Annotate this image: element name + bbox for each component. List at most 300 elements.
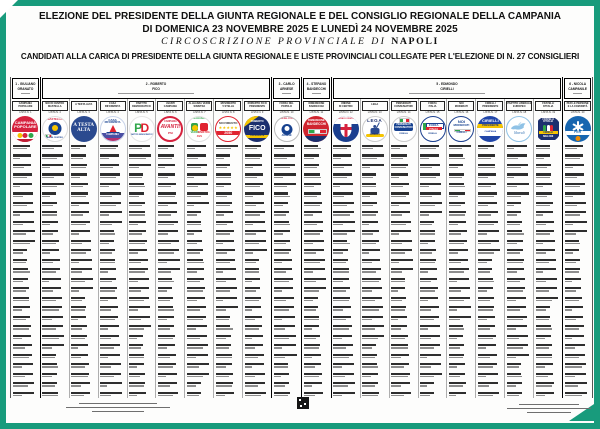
candidate-row xyxy=(187,249,212,253)
logo-text: ITALIA xyxy=(429,126,439,131)
candidate-name-text xyxy=(100,268,116,270)
candidate-name-text xyxy=(100,373,121,375)
candidate-detail-text xyxy=(333,281,342,282)
candidate-row xyxy=(420,240,445,244)
candidate-name-text xyxy=(507,344,528,346)
candidate-name-text xyxy=(216,354,232,356)
candidate-name-text xyxy=(507,316,527,318)
candidate-detail-text xyxy=(129,233,141,234)
candidate-row xyxy=(100,287,125,291)
candidate-detail-text xyxy=(449,224,458,225)
list-logo xyxy=(420,116,446,142)
candidate-name-text xyxy=(420,173,440,175)
candidate-detail-text xyxy=(13,214,20,215)
candidate-name-text xyxy=(71,278,93,280)
list-name-line: CAMPANIA xyxy=(18,101,33,105)
candidate-detail-text xyxy=(565,271,580,272)
candidate-row xyxy=(565,230,591,234)
candidate-row xyxy=(362,145,387,149)
candidate-detail-text xyxy=(13,319,26,320)
candidate-row xyxy=(507,278,532,282)
candidate-name-text xyxy=(274,154,295,156)
candidate-detail-text xyxy=(304,252,317,253)
candidate-row xyxy=(391,382,416,386)
candidate-row xyxy=(71,211,96,215)
candidate-detail-text xyxy=(391,196,406,197)
candidate-detail-text xyxy=(216,186,224,187)
candidate-name-text xyxy=(333,211,354,213)
candidate-name-text xyxy=(304,392,323,394)
candidate-name-text xyxy=(274,164,296,166)
candidate-name-text xyxy=(158,173,175,175)
candidate-name-text xyxy=(391,306,406,308)
candidate-row xyxy=(333,145,358,149)
candidate-row xyxy=(507,268,532,272)
candidate-name-text xyxy=(565,297,582,299)
candidate-row xyxy=(100,363,125,367)
candidate-name-text xyxy=(449,154,463,156)
candidate-name-text xyxy=(478,344,496,346)
candidate-name-text xyxy=(158,259,180,261)
tricolor-stripe xyxy=(308,129,328,134)
candidate-name-text xyxy=(158,202,177,204)
candidate-name-text xyxy=(13,221,35,223)
candidate-name-text xyxy=(42,145,62,147)
candidate-detail-text xyxy=(274,271,286,272)
candidate-name-text xyxy=(216,268,236,270)
candidate-row xyxy=(216,221,241,225)
candidate-detail-text xyxy=(274,319,282,320)
candidate-detail-text xyxy=(129,319,141,320)
candidate-name-text xyxy=(158,164,175,166)
candidate-row xyxy=(304,259,330,263)
candidate-detail-text xyxy=(216,205,230,206)
candidate-name-text xyxy=(565,259,580,261)
candidate-row xyxy=(216,240,241,244)
candidate-detail-text xyxy=(536,148,551,149)
candidate-detail-text xyxy=(71,395,84,396)
list-name-box xyxy=(215,101,241,111)
candidate-detail-text xyxy=(304,243,314,244)
candidate-row xyxy=(187,363,212,367)
candidate-detail-text xyxy=(274,328,286,329)
candidate-row xyxy=(71,297,96,301)
candidate-detail-text xyxy=(420,357,427,358)
candidate-detail-text xyxy=(478,158,491,159)
candidate-detail-text xyxy=(158,167,165,168)
candidate-detail-text xyxy=(304,262,320,263)
candidate-row xyxy=(216,230,241,234)
candidate-detail-text xyxy=(158,186,171,187)
candidate-detail-text xyxy=(274,309,289,310)
candidate-row xyxy=(71,183,96,187)
candidate-detail-text xyxy=(362,395,378,396)
candidate-row xyxy=(565,145,591,149)
candidate-detail-text xyxy=(42,376,51,377)
candidate-name-text xyxy=(274,259,292,261)
candidate-name-text xyxy=(333,325,351,327)
candidate-row xyxy=(187,240,212,244)
candidate-detail-text xyxy=(71,357,81,358)
candidate-row xyxy=(536,382,561,386)
candidate-name-text xyxy=(158,154,174,156)
candidate-name-text xyxy=(333,202,354,204)
candidate-name-text xyxy=(478,306,494,308)
candidate-detail-text xyxy=(536,290,549,291)
candidate-row xyxy=(507,259,532,263)
candidate-name-text xyxy=(333,240,347,242)
candidate-name-text xyxy=(333,373,354,375)
list-number-label: LISTA N. 16 xyxy=(454,111,469,114)
candidate-name-text xyxy=(158,211,177,213)
candidate-row xyxy=(304,249,330,253)
candidate-row xyxy=(362,211,387,215)
candidate-name-text xyxy=(333,145,351,147)
candidate-name-text xyxy=(391,240,411,242)
candidate-detail-text xyxy=(333,376,345,377)
candidate-row xyxy=(391,259,416,263)
candidate-detail-text xyxy=(362,281,379,282)
list-number-label: LISTA N. 13 xyxy=(367,111,382,114)
candidate-detail-text xyxy=(333,319,345,320)
candidate-name-text xyxy=(565,316,583,318)
candidate-detail-text xyxy=(536,252,546,253)
candidate-row xyxy=(565,154,591,158)
list-logo xyxy=(100,116,126,142)
logo-text: MASTELLA xyxy=(47,117,63,122)
candidate-name-text xyxy=(478,373,498,375)
candidate-row xyxy=(187,221,212,225)
candidate-name-text xyxy=(129,164,151,166)
candidate-name-text xyxy=(71,382,89,384)
candidate-name-text xyxy=(536,354,552,356)
candidate-detail-text xyxy=(13,376,26,377)
candidate-name-text xyxy=(391,183,408,185)
candidate-detail-text xyxy=(565,224,573,225)
candidate-row xyxy=(507,363,532,367)
candidate-row xyxy=(129,268,154,272)
candidate-detail-text xyxy=(565,281,573,282)
candidate-detail-text xyxy=(245,366,252,367)
candidate-detail-text xyxy=(420,366,430,367)
candidate-name-text xyxy=(245,221,266,223)
candidate-name-text xyxy=(362,249,380,251)
candidate-name-text xyxy=(274,325,295,327)
candidate-name-text xyxy=(100,278,116,280)
candidate-detail-text xyxy=(216,357,232,358)
candidate-name-text xyxy=(362,211,378,213)
candidate-row xyxy=(216,154,241,158)
list-logo xyxy=(186,116,212,142)
candidate-name-text xyxy=(100,240,114,242)
candidate-name-text xyxy=(216,297,237,299)
candidate-name-text xyxy=(129,145,150,147)
candidate-row xyxy=(100,278,125,282)
candidate-row xyxy=(274,240,300,244)
candidate-row xyxy=(565,306,591,310)
candidate-row xyxy=(333,202,358,206)
candidate-row xyxy=(362,278,387,282)
candidate-row xyxy=(71,287,96,291)
list-logo-wrap xyxy=(128,115,156,143)
candidate-detail-text xyxy=(362,262,372,263)
candidate-detail-text xyxy=(13,395,22,396)
candidate-detail-text xyxy=(565,262,576,263)
candidate-detail-text xyxy=(449,338,457,339)
candidate-name-text xyxy=(216,382,233,384)
candidate-row xyxy=(362,373,387,377)
candidate-row xyxy=(478,164,503,168)
candidate-name-text xyxy=(245,154,262,156)
candidate-name-list xyxy=(272,143,301,398)
candidate-detail-text xyxy=(274,243,286,244)
candidate-detail-text xyxy=(42,385,55,386)
candidate-detail-text xyxy=(42,224,49,225)
candidate-name-text xyxy=(420,354,441,356)
candidate-row xyxy=(478,183,503,187)
candidate-detail-text xyxy=(245,158,260,159)
candidate-name-text xyxy=(449,354,464,356)
candidate-name-text xyxy=(507,202,521,204)
candidate-name-text xyxy=(304,297,318,299)
candidate-row xyxy=(391,173,416,177)
candidate-name-text xyxy=(449,221,466,223)
candidate-detail-text xyxy=(158,196,175,197)
candidate-name-text xyxy=(449,230,467,232)
candidate-row xyxy=(333,344,358,348)
list-number-label: LISTA N. 15 xyxy=(425,111,440,114)
candidate-row xyxy=(274,249,300,253)
candidate-name-text xyxy=(449,183,464,185)
candidate-name-text xyxy=(536,164,551,166)
candidate-detail-text xyxy=(304,233,321,234)
candidate-name-list xyxy=(447,143,475,398)
candidate-detail-text xyxy=(71,224,86,225)
candidate-detail-text xyxy=(536,328,552,329)
candidate-row xyxy=(158,354,183,358)
candidate-row xyxy=(565,240,591,244)
candidate-detail-text xyxy=(507,319,523,320)
list-number-label: LISTA N. 10 xyxy=(279,111,294,114)
candidate-name-text xyxy=(158,268,180,270)
candidate-detail-text xyxy=(13,271,30,272)
candidate-name-text xyxy=(100,316,118,318)
candidate-detail-text xyxy=(507,252,520,253)
candidate-detail-text xyxy=(536,186,544,187)
candidate-name-text xyxy=(13,306,30,308)
candidate-detail-text xyxy=(420,309,431,310)
candidate-row xyxy=(245,202,270,206)
candidate-row xyxy=(449,268,474,272)
candidate-name-text xyxy=(42,382,57,384)
candidate-name-text xyxy=(420,287,437,289)
candidate-name-text xyxy=(478,221,498,223)
candidate-name-text xyxy=(536,382,554,384)
logo-text: PARTITO DEMOCRATICO xyxy=(130,134,153,137)
logo-text: CIRIELLI xyxy=(456,131,467,135)
candidate-name-text xyxy=(333,382,354,384)
candidate-row xyxy=(333,268,358,272)
candidate-detail-text xyxy=(274,347,282,348)
candidate-row xyxy=(129,278,154,282)
group-columns xyxy=(11,99,40,398)
candidate-row xyxy=(42,211,67,215)
candidate-name-text xyxy=(362,164,384,166)
candidate-detail-text xyxy=(362,252,369,253)
candidate-detail-text xyxy=(158,290,167,291)
candidate-row xyxy=(536,202,561,206)
candidate-row xyxy=(478,344,503,348)
poster-circoscrizione xyxy=(0,37,600,48)
candidate-row xyxy=(304,363,330,367)
candidate-name-text xyxy=(13,316,31,318)
candidate-name-text xyxy=(449,325,463,327)
candidate-row xyxy=(449,183,474,187)
candidate-detail-text xyxy=(71,205,79,206)
candidate-row xyxy=(42,192,67,196)
list-name-line: PENSIONATI xyxy=(396,101,412,105)
candidate-name-text xyxy=(158,230,178,232)
candidate-detail-text xyxy=(274,262,283,263)
candidate-name-text xyxy=(42,192,56,194)
candidate-name-text xyxy=(536,173,552,175)
candidate-row xyxy=(100,259,125,263)
candidate-name-text xyxy=(362,297,382,299)
candidate-detail-text xyxy=(216,167,227,168)
candidate-row xyxy=(449,316,474,320)
candidate-detail-text xyxy=(100,271,108,272)
candidate-row xyxy=(13,344,39,348)
candidate-name-text xyxy=(333,164,352,166)
candidate-row xyxy=(391,344,416,348)
candidate-name-text xyxy=(100,335,119,337)
candidate-name-text xyxy=(71,354,88,356)
candidates-table xyxy=(10,77,593,398)
candidate-row xyxy=(304,211,330,215)
candidate-name-text xyxy=(536,145,550,147)
candidate-name-text xyxy=(158,325,174,327)
candidate-row xyxy=(391,183,416,187)
candidate-group xyxy=(11,77,41,398)
candidate-row xyxy=(507,154,532,158)
candidate-name-text xyxy=(478,154,495,156)
candidate-detail-text xyxy=(565,158,581,159)
candidate-name-text xyxy=(478,202,497,204)
list-logo-wrap xyxy=(390,115,418,143)
candidate-detail-text xyxy=(536,271,543,272)
candidate-name-text xyxy=(274,183,297,185)
candidate-row xyxy=(391,278,416,282)
candidate-row xyxy=(420,164,445,168)
candidate-name-text xyxy=(536,259,556,261)
candidate-name-list xyxy=(390,143,418,398)
candidate-detail-text xyxy=(362,338,378,339)
candidate-row xyxy=(129,259,154,263)
candidate-row xyxy=(13,354,39,358)
candidate-name-text xyxy=(129,325,151,327)
list-name-box xyxy=(391,101,417,111)
candidate-row xyxy=(565,354,591,358)
candidate-row xyxy=(71,373,96,377)
candidate-detail-text xyxy=(478,167,495,168)
candidate-row xyxy=(536,221,561,225)
logo-band: CAMPANIA xyxy=(100,133,126,137)
candidate-row xyxy=(274,325,300,329)
candidate-name-text xyxy=(391,344,408,346)
candidate-name-text xyxy=(449,344,464,346)
printer-note-line xyxy=(507,408,591,409)
candidate-detail-text xyxy=(565,196,574,197)
list-column xyxy=(69,99,98,398)
candidate-header-box xyxy=(303,78,330,99)
candidate-detail-text xyxy=(100,357,107,358)
candidate-detail-text xyxy=(158,338,173,339)
candidate-name-list xyxy=(302,143,331,398)
candidate-detail-text xyxy=(216,177,231,178)
candidate-row xyxy=(129,164,154,168)
candidate-row xyxy=(536,297,561,301)
candidate-row xyxy=(71,392,96,396)
candidate-row xyxy=(100,325,125,329)
candidate-detail-text xyxy=(304,300,313,301)
candidate-row xyxy=(13,268,39,272)
candidate-name-text xyxy=(304,316,319,318)
candidate-name-text xyxy=(129,335,143,337)
candidate-name-text xyxy=(333,268,348,270)
candidate-row xyxy=(216,382,241,386)
candidate-detail-text xyxy=(420,395,430,396)
candidate-row xyxy=(478,363,503,367)
candidate-name-text xyxy=(71,297,85,299)
candidate-detail-text xyxy=(274,300,286,301)
candidate-detail-text xyxy=(304,205,321,206)
candidate-row xyxy=(158,240,183,244)
printer-note-line xyxy=(527,412,571,413)
candidate-detail-text xyxy=(187,167,201,168)
candidate-name-text xyxy=(71,221,90,223)
candidate-detail-text xyxy=(71,300,82,301)
candidate-row xyxy=(362,164,387,168)
candidate-name-text xyxy=(42,363,56,365)
logo-text: PENSIONATI xyxy=(396,123,411,127)
candidate-detail-text xyxy=(71,271,82,272)
logo-text: NOI xyxy=(457,118,465,124)
candidate-detail-text xyxy=(536,177,550,178)
candidate-detail-text xyxy=(71,376,88,377)
candidate-name-text xyxy=(245,183,264,185)
logo-text: UNIONE DI CENTRO xyxy=(336,117,356,120)
candidate-row xyxy=(391,306,416,310)
candidate-subtext xyxy=(118,93,195,94)
candidate-detail-text xyxy=(245,300,259,301)
candidate-detail-text xyxy=(478,196,494,197)
candidate-detail-text xyxy=(187,233,194,234)
candidate-name-text xyxy=(304,363,322,365)
candidate-row xyxy=(391,249,416,253)
candidate-row xyxy=(449,297,474,301)
candidate-row xyxy=(13,211,39,215)
candidate-name-text xyxy=(274,278,293,280)
list-logo-wrap xyxy=(70,115,98,143)
candidate-detail-text xyxy=(129,262,141,263)
candidate-row xyxy=(187,154,212,158)
candidate-detail-text xyxy=(362,205,373,206)
candidate-detail-text xyxy=(565,252,573,253)
candidate-detail-text xyxy=(420,385,427,386)
candidate-detail-text xyxy=(420,290,434,291)
list-column xyxy=(360,99,389,398)
list-number-label: LISTA N. 19 xyxy=(541,111,556,114)
